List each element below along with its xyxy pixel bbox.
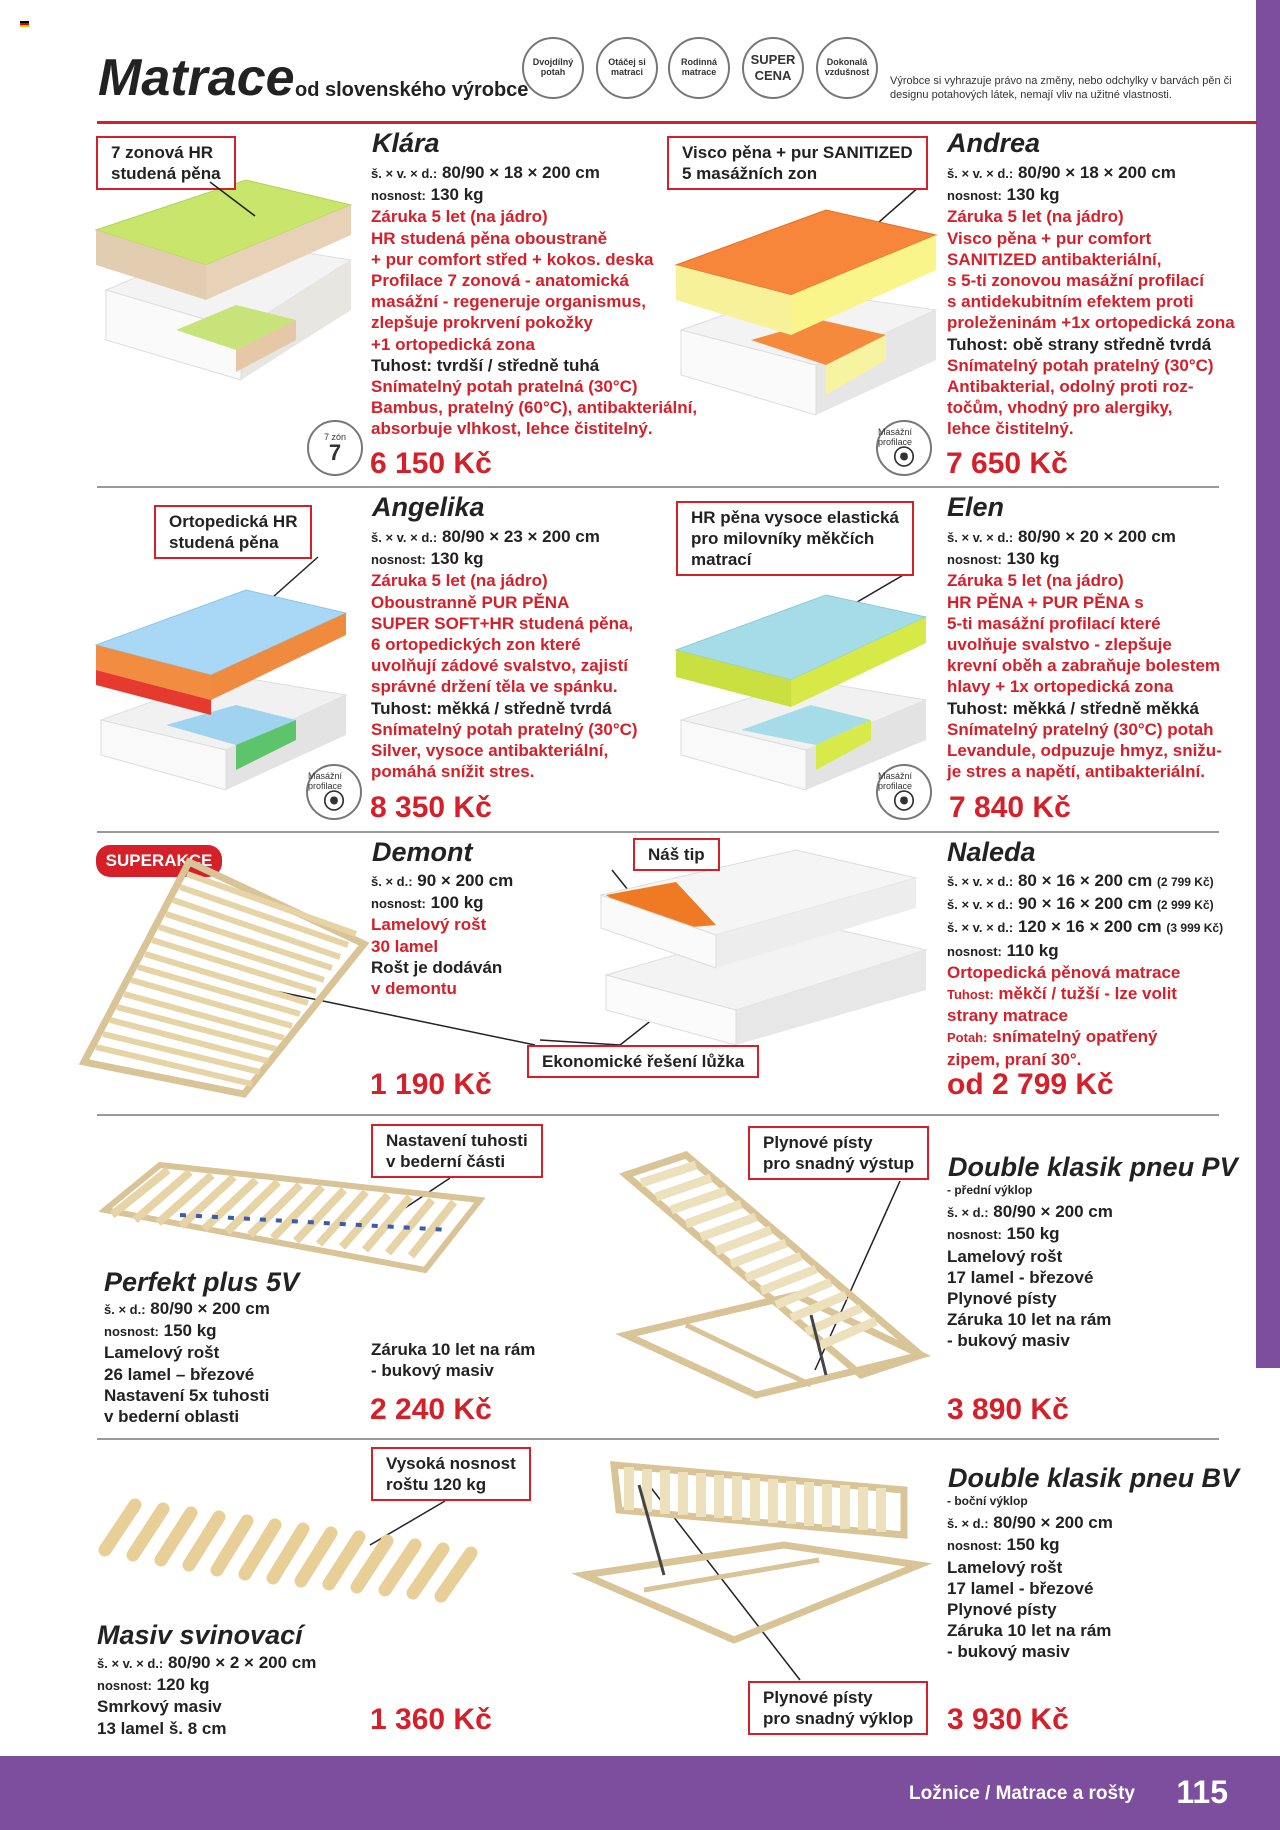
variant-dims: 120 × 16 × 200 cm: [1017, 917, 1162, 937]
load-value: 150 kg: [1006, 1224, 1060, 1244]
dims-label: š. × v. × d.:: [947, 920, 1014, 936]
load-label: nosnost:: [97, 1678, 152, 1694]
product-name-demont: Demont: [372, 837, 473, 867]
dims-label: š. × v. × d.:: [947, 166, 1014, 181]
desc-line: snímatelný opatřený: [992, 1027, 1158, 1047]
price-pv: 3 890 Kč: [947, 1393, 1069, 1426]
desc-line: Profilace 7 zonová - anatomická: [371, 271, 629, 291]
desc-line: točům, vhodný pro alergiky,: [947, 398, 1173, 418]
desc-line: + pur comfort střed + kokos. deska: [371, 249, 654, 269]
product-name-angelika: Angelika: [372, 492, 485, 522]
dims-value: 80/90 × 200 cm: [150, 1299, 270, 1318]
desc-line: zlepšuje prokrvení pokožky: [371, 313, 594, 333]
bv-description: [947, 1491, 1113, 1663]
perfekt-warranty: [371, 1339, 535, 1381]
elen-description: [947, 526, 1222, 782]
masiv-callout-line: roštu 120 kg: [386, 1475, 487, 1494]
desc-line: Snímatelný potah pratelný (30°C): [371, 719, 638, 739]
bv-lifting-frame-image: [584, 1455, 924, 1645]
desc-line: Snímatelný potah pratelný (30°C): [947, 355, 1214, 375]
dims-label: š. × v. × d.:: [371, 530, 438, 545]
superakce-badge: SUPERAKCE: [96, 845, 222, 877]
andrea-callout-line: Visco pěna + pur SANITIZED: [682, 143, 913, 162]
masazni-label: Masážní profilace: [878, 427, 913, 447]
desc-line: pomáhá snížit stres.: [371, 762, 535, 782]
perfekt-callout-line: Nastavení tuhosti: [386, 1131, 528, 1150]
super-cena-badge: SUPER CENA: [742, 37, 804, 99]
naleda-mattress-image: [596, 850, 936, 1040]
variant-price: (2 999 Kč): [1156, 898, 1214, 913]
desc-line: Lamelový rošt: [947, 1246, 1063, 1266]
desc-line: Záruka 10 let na rám: [371, 1340, 536, 1359]
price-klara: 6 150 Kč: [370, 447, 492, 480]
dims-value: 80/90 × 200 cm: [993, 1513, 1113, 1533]
desc-line: uvolňuje svalstvo - zlepšuje: [947, 635, 1172, 655]
desc-line: Plynové písty: [947, 1289, 1057, 1309]
desc-line: Ortopedická pěnová matrace: [947, 962, 1181, 982]
elen-callout: [676, 501, 914, 576]
angelika-callout-line: Ortopedická HR: [169, 512, 298, 531]
angelika-callout-line: studená pěna: [169, 533, 279, 552]
desc-line: Plynové písty: [947, 1600, 1057, 1620]
desc-line: Tuhost: tvrdší / středně tuhá: [371, 355, 600, 375]
desc-line: Levandule, odpuzuje hmyz, snižu-: [947, 741, 1222, 761]
desc-line: HR studená pěna oboustraně: [371, 228, 608, 248]
desc-line: masážní - regeneruje organismus,: [371, 292, 646, 312]
elen-callout-line: pro milovníky měkčích: [691, 529, 875, 548]
dims-value: 80/90 × 2 × 200 cm: [167, 1653, 317, 1672]
load-value: 100 kg: [430, 893, 484, 913]
load-label: nosnost:: [371, 896, 426, 912]
desc-line: Tuhost: měkká / středně měkká: [947, 698, 1199, 718]
load-value: 130 kg: [1006, 549, 1060, 569]
desc-line: Visco pěna + pur comfort: [947, 228, 1152, 248]
desc-line: Záruka 5 let (na jádro): [371, 571, 548, 591]
load-label: nosnost:: [947, 1538, 1002, 1554]
masazni-label: Masážní profilace: [878, 771, 913, 791]
7-zon-number: 7: [328, 440, 342, 465]
price-elen: 7 840 Kč: [949, 791, 1071, 824]
potah-label: Potah:: [947, 1030, 988, 1046]
demont-description: [371, 870, 513, 999]
pv-callout-line: Plynové písty: [763, 1133, 873, 1152]
load-value: 130 kg: [1006, 185, 1060, 205]
load-label: nosnost:: [947, 943, 1002, 959]
load-label: nosnost:: [947, 188, 1002, 204]
desc-line: Záruka 10 let na rám: [947, 1310, 1112, 1330]
page-subtitle: od slovenského výrobce: [295, 79, 529, 101]
masiv-roll-base-image: [100, 1495, 480, 1605]
klara-callout-line: studená pěna: [111, 164, 221, 183]
desc-line: - bukový masiv: [947, 1642, 1070, 1662]
desc-line: 17 lamel - březové: [947, 1578, 1094, 1598]
load-label: nosnost:: [947, 552, 1002, 568]
desc-line: strany matrace: [947, 1006, 1068, 1026]
dims-label: š. × d.:: [104, 1302, 146, 1317]
desc-line: zipem, praní 30°.: [947, 1049, 1082, 1069]
desc-line: s antidekubitním efektem proti: [947, 292, 1194, 312]
desc-line: správné držení těla ve spánku.: [371, 677, 618, 697]
desc-line: 13 lamel š. 8 cm: [97, 1718, 227, 1738]
desc-line: absorbuje vlhkost, lehce čistitelný.: [371, 419, 653, 439]
product-name-elen: Elen: [947, 492, 1005, 522]
desc-line: v bederní oblasti: [104, 1407, 240, 1427]
desc-line: +1 ortopedická zona: [371, 334, 535, 354]
page-title: Matrace: [98, 49, 295, 107]
desc-line: Snímatelný pratelný (30°C) potah: [947, 719, 1214, 739]
pv-description: [947, 1180, 1113, 1352]
variant-dims: 80 × 16 × 200 cm: [1017, 871, 1153, 890]
product-name-klara: Klára: [372, 128, 440, 158]
footer-section-label: Ložnice / Matrace a rošty: [909, 1783, 1135, 1804]
desc-line: Lamelový rošt: [947, 1557, 1063, 1577]
desc-line: v demontu: [371, 979, 457, 999]
variant-dims: 90 × 16 × 200 cm: [1017, 894, 1153, 914]
load-value: 150 kg: [1006, 1535, 1060, 1555]
desc-line: lehce čistitelný.: [947, 419, 1074, 439]
dims-value: 80/90 × 200 cm: [993, 1202, 1113, 1222]
masazni-profilace-icon: Masážní profilace ⦿: [876, 420, 932, 476]
price-masiv: 1 360 Kč: [370, 1703, 492, 1736]
angelika-mattress-image: [96, 575, 351, 795]
pv-subtitle: - přední výklop: [947, 1183, 1033, 1197]
desc-line: Rošt je dodáván: [371, 957, 503, 977]
product-name-perfekt: Perfekt plus 5V: [104, 1267, 300, 1297]
desc-line: SANITIZED antibakteriální,: [947, 249, 1162, 269]
product-name-masiv: Masiv svinovací: [97, 1620, 303, 1650]
dvojdilny-potah-icon: Dvojdílný potah: [522, 37, 584, 99]
price-angelika: 8 350 Kč: [370, 791, 492, 824]
dims-label: š. × v. × d.:: [947, 897, 1014, 913]
masiv-description: [97, 1652, 316, 1739]
ekonomicke-reseni-callout: Ekonomické řešení lůžka: [527, 1045, 759, 1078]
desc-line: Lamelový rošt: [371, 915, 487, 935]
price-andrea: 7 650 Kč: [946, 447, 1068, 480]
dims-value: 80/90 × 23 × 200 cm: [441, 527, 600, 546]
dims-label: š. × d.:: [371, 874, 413, 889]
pv-callout-line: pro snadný výstup: [763, 1154, 915, 1173]
dims-label: š. × d.:: [947, 1205, 989, 1221]
desc-line: Záruka 5 let (na jádro): [947, 571, 1124, 591]
dims-value: 80/90 × 18 × 200 cm: [441, 163, 600, 182]
load-value: 130 kg: [430, 185, 484, 205]
masiv-callout: [371, 1447, 531, 1501]
desc-line: Lamelový rošt: [104, 1343, 220, 1363]
desc-line: krevní oběh a zabraňuje bolestem: [947, 656, 1221, 676]
load-value: 130 kg: [430, 549, 484, 569]
dims-label: š. × d.:: [947, 1516, 989, 1532]
angelika-callout: [154, 505, 312, 559]
dims-value: 90 × 200 cm: [417, 871, 514, 890]
desc-line: Silver, vysoce antibakteriální,: [371, 741, 609, 761]
product-name-andrea: Andrea: [947, 128, 1041, 158]
load-value: 110 kg: [1006, 940, 1059, 960]
perfekt-callout: [371, 1124, 543, 1178]
desc-line: - bukový masiv: [371, 1361, 494, 1381]
disclaimer: Výrobce si vyhrazuje právo na změny, nebo odchylky v barvách pěn či designu potahových látek, nemají vliv na užitné vlastnosti.: [890, 75, 1232, 101]
andrea-mattress-image: [676, 200, 936, 415]
price-naleda: od 2 799 Kč: [947, 1068, 1114, 1101]
load-label: nosnost:: [371, 188, 426, 204]
desc-line: 30 lamel: [371, 936, 439, 956]
desc-line: s 5-ti zonovou masážní profilací: [947, 271, 1204, 291]
elen-callout-line: matrací: [691, 550, 752, 569]
otacej-matraci-icon: Otáčej si matraci: [596, 37, 658, 99]
vzdusnost-icon: Dokonalá vzdušnost: [816, 37, 878, 99]
7-zon-label: 7 zón: [323, 432, 347, 442]
angelika-description: [371, 526, 638, 782]
desc-line: SUPER SOFT+HR studená pěna,: [371, 613, 634, 633]
desc-line: Záruka 5 let (na jádro): [371, 207, 548, 227]
footer-bar: [0, 1756, 1280, 1830]
bv-callout-line: Plynové písty: [763, 1688, 873, 1707]
perfekt-callout-line: v bederní části: [386, 1152, 506, 1171]
desc-line: Oboustranně PUR PĚNA: [371, 592, 570, 612]
desc-line: Tuhost: obě strany středně tvrdá: [947, 334, 1212, 354]
desc-line: Tuhost: měkká / středně tvrdá: [371, 698, 612, 718]
load-label: nosnost:: [371, 552, 426, 568]
desc-line: Snímatelný potah pratelná (30°C): [371, 377, 638, 397]
masazni-label: Masážní profilace: [308, 771, 343, 791]
andrea-callout: [667, 136, 928, 190]
desc-line: HR PĚNA + PUR PĚNA s: [947, 592, 1144, 612]
variant-price: (2 799 Kč): [1156, 875, 1214, 889]
desc-line: 17 lamel - březové: [947, 1267, 1094, 1287]
rodinna-matrace-icon: Rodinná matrace: [668, 37, 730, 99]
desc-line: Nastavení 5x tuhosti: [104, 1385, 270, 1405]
variant-price: (3 999 Kč): [1166, 921, 1224, 936]
perfekt-description: [104, 1298, 270, 1427]
pv-lifting-frame-image: [596, 1155, 921, 1400]
desc-line: - bukový masiv: [947, 1331, 1070, 1351]
nas-tip-callout: Náš tip: [633, 838, 720, 871]
price-demont: 1 190 Kč: [370, 1068, 492, 1101]
7-zon-icon: [307, 420, 363, 476]
masazni-profilace-icon: Masážní profilace ⦿: [876, 764, 932, 820]
desc-line: hlavy + 1x ortopedická zona: [947, 677, 1174, 697]
klara-callout-line: 7 zonová HR: [111, 143, 214, 162]
load-value: 120 kg: [156, 1675, 210, 1695]
masiv-callout-line: Vysoká nosnost: [386, 1454, 516, 1473]
naleda-description: [947, 870, 1223, 1070]
desc-line: měkčí / tužší - lze volit: [998, 984, 1177, 1004]
masazni-profilace-icon: Masážní profilace ⦿: [306, 764, 362, 820]
desc-line: proleženinám +1x ortopedická zona: [947, 313, 1235, 333]
dims-value: 80/90 × 20 × 200 cm: [1017, 527, 1176, 546]
load-value: 150 kg: [163, 1321, 217, 1341]
elen-mattress-image: [676, 585, 931, 795]
tuhost-label: Tuhost:: [947, 987, 994, 1003]
load-label: nosnost:: [104, 1324, 159, 1340]
dims-label: š. × v. × d.:: [947, 874, 1014, 889]
desc-line: 5-ti masážní profilací které: [947, 613, 1161, 633]
desc-line: Záruka 5 let (na jádro): [947, 207, 1124, 227]
bv-subtitle: - boční výklop: [947, 1494, 1028, 1508]
price-bv: 3 930 Kč: [947, 1703, 1069, 1736]
desc-line: 26 lamel – březové: [104, 1364, 255, 1384]
product-name-naleda: Naleda: [947, 837, 1036, 867]
andrea-callout-line: 5 masážních zon: [682, 164, 818, 183]
dims-label: š. × v. × d.:: [371, 166, 438, 181]
perfekt-slatted-base-image: [100, 1160, 485, 1280]
page-number: 115: [1176, 1774, 1228, 1810]
dims-label: š. × v. × d.:: [97, 1656, 164, 1671]
andrea-description: [947, 162, 1235, 440]
dims-value: 80/90 × 18 × 200 cm: [1017, 163, 1176, 182]
desc-line: uvolňují zádové svalstvo, zajistí: [371, 656, 628, 676]
klara-description: [371, 162, 697, 440]
bv-callout: [748, 1681, 928, 1735]
demont-slatted-base-image: [84, 862, 374, 1097]
desc-line: 6 ortopedických zon které: [371, 635, 581, 655]
desc-line: Antibakterial, odolný proti roz-: [947, 377, 1194, 397]
desc-line: Záruka 10 let na rám: [947, 1621, 1112, 1641]
desc-line: Bambus, pratelný (60°C), antibakteriální,: [371, 398, 698, 418]
bv-callout-line: pro snadný výklop: [763, 1709, 914, 1728]
dims-label: š. × v. × d.:: [947, 530, 1014, 545]
product-name-bv: Double klasik pneu BV: [948, 1463, 1240, 1493]
load-label: nosnost:: [947, 1227, 1002, 1243]
elen-callout-line: HR pěna vysoce elastická: [691, 508, 899, 527]
desc-line: je stres a napětí, antibakteriální.: [947, 762, 1205, 782]
product-name-pv: Double klasik pneu PV: [948, 1152, 1238, 1182]
desc-line: Smrkový masiv: [97, 1697, 222, 1717]
pv-callout: [748, 1126, 929, 1180]
price-perfekt: 2 240 Kč: [370, 1393, 492, 1426]
